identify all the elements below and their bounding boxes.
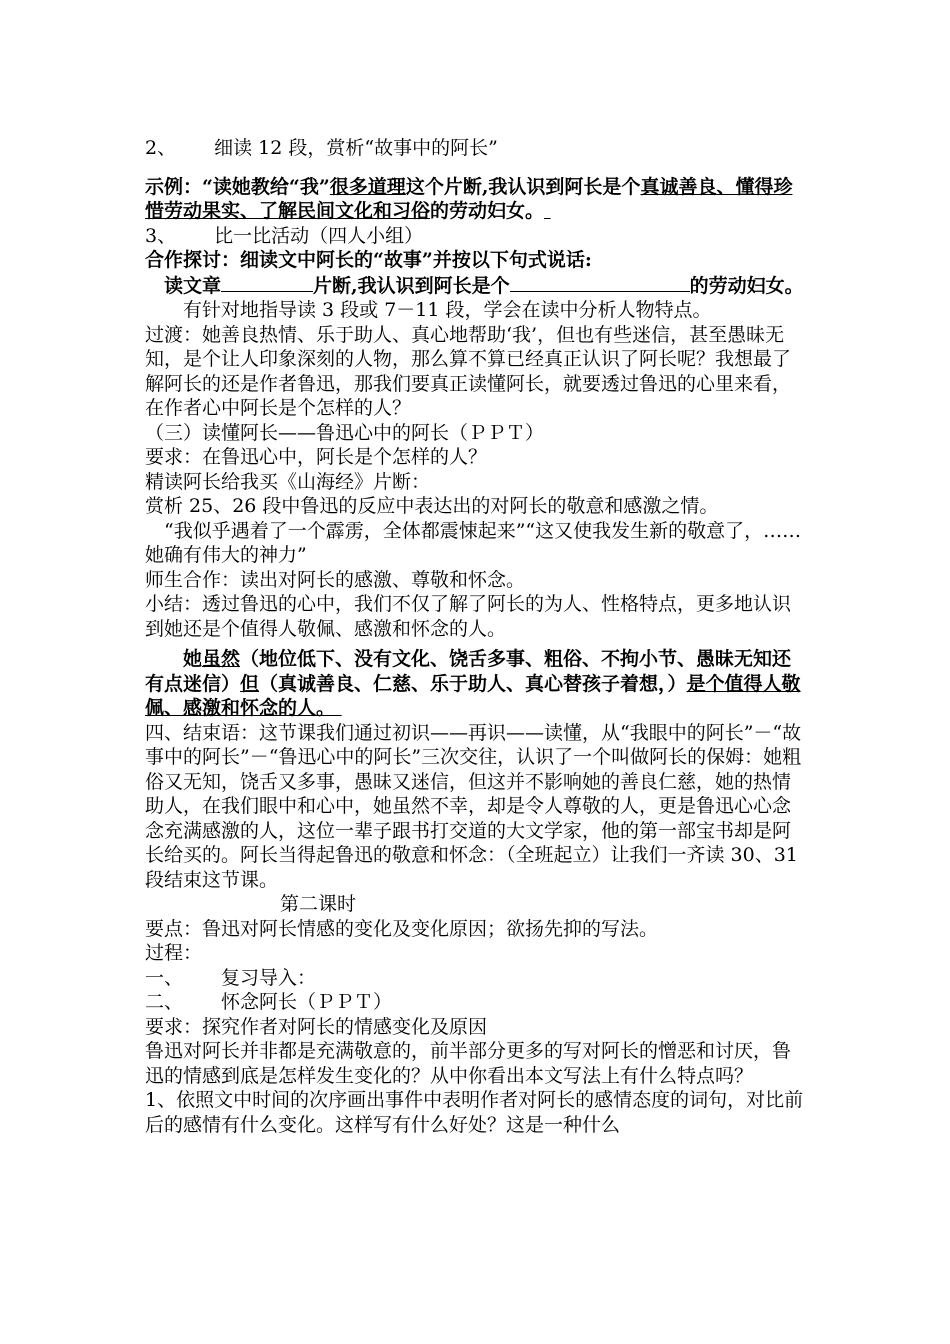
example-underline-1: 很多道理	[329, 175, 406, 198]
item-2-heading	[145, 136, 807, 161]
trailing-underline	[544, 200, 551, 222]
conclusion-bold	[145, 647, 807, 721]
appreciation: 赏析 25、26 段中鲁迅的反应中表达出的对阿长的敬意和感激之情。	[145, 495, 719, 517]
step-2	[145, 990, 807, 1015]
fill-blank-2	[510, 273, 690, 292]
item-text: 比一比活动（四人小组）	[214, 224, 424, 247]
example-end: 的劳动妇女。	[430, 200, 545, 222]
sentence-pattern	[145, 273, 807, 299]
summary: 小结：透过鲁迅的心中，我们不仅了解了阿长的为人、性格特点，更多地认识到她还是个值得人敬佩、感激和怀念的人。	[145, 593, 792, 640]
key-points: 要点：鲁迅对阿长情感的变化及变化原因；欲扬先抑的写法。	[145, 917, 659, 940]
example-underline-2: 真诚善良、懂得珍惜劳动果实、了解民间文化和习俗	[145, 175, 793, 222]
lesson-2-title: 第二课时	[280, 893, 357, 915]
conclusion-virtues: （真诚善良、仁慈、乐于助人、真心替孩子着想，）	[259, 672, 687, 695]
step-1	[145, 966, 807, 991]
conclusion-she: 她	[183, 648, 203, 670]
example-paragraph	[145, 175, 807, 224]
step-number: 一、	[145, 966, 184, 989]
conclusion-but: 但	[240, 672, 260, 695]
step-text: 怀念阿长（ＰＰＴ）	[221, 991, 393, 1013]
teacher-student: 师生合作：读出对阿长的感激、尊敬和怀念。	[145, 568, 526, 591]
step-text: 复习导入：	[221, 966, 317, 989]
item-3-heading	[145, 224, 807, 249]
closing-remarks: 四、结束语：这节课我们通过初识——再识——读懂，从“我眼中的阿长”－“故事中的阿长”－“鲁迅心中的阿长”三次交往，认识了一个叫做阿长的保姆：她粗俗又无知，饶舌又多事，愚昧又迷信，但这并不影响她的善良仁慈，她的热情助人，在我们眼中和心中，她虽然不幸，却是令人尊敬的人，更是鲁迅心心念念充满感激的人，这位一辈子跟书打交道的大文学家，他的第一部宝书却是阿长给买的。阿长当得起鲁迅的敬意和怀念：（全班起立）让我们一齐读 30、31 段结束这节课。	[145, 721, 802, 891]
conclusion-although: 虽然	[202, 648, 241, 670]
pattern-mid: 片断,我认识到阿长是个	[313, 274, 510, 297]
requirement: 要求：在鲁迅心中，阿长是个怎样的人？	[145, 446, 488, 468]
fill-blank-1	[221, 273, 313, 292]
item-text: 细读 12 段，赏析“故事中的阿长”	[214, 137, 498, 159]
close-reading: 精读阿长给我买《山海经》片断：	[145, 470, 431, 493]
conclusion-result: 是个值得人敬佩、感激和怀念的人。	[145, 672, 801, 719]
item-number: 3、	[145, 224, 177, 247]
item-number: 2、	[145, 137, 177, 159]
process-label: 过程：	[145, 942, 203, 964]
pattern-lead: 读文章	[164, 274, 222, 297]
conclusion-flaws: （地位低下、没有文化、饶舌多事、粗俗、不拘小节、愚昧无知还有点迷信）	[145, 648, 792, 695]
inquiry-paragraph: 鲁迅对阿长并非都是充满敬意的，前半部分更多的写对阿长的憎恶和讨厌，鲁迅的情感到底是怎样发生变化的？从中你看出本文写法上有什么特点吗？	[145, 1040, 792, 1087]
transition-paragraph: 过渡：她善良热情、乐于助人、真心地帮助‘我’，但也有些迷信，甚至愚昧无知，是个让人印象深刻的人物，那么算不算已经真正认识了阿长呢？我想最了解阿长的还是作者鲁迅，那我们要真正读懂阿长，就要透过鲁迅的心里来看，在作者心中阿长是个怎样的人？	[145, 323, 792, 419]
requirement-2: 要求：探究作者对阿长的情感变化及原因	[145, 1015, 488, 1038]
step-number: 二、	[145, 991, 184, 1013]
trailing-underline	[335, 697, 342, 719]
example-lead: 示例：“读她教给“我”	[145, 175, 330, 198]
guided-reading: 有针对地指导读 3 段或 7－11 段，学会在读中分析人物特点。	[183, 299, 712, 321]
task-1: 1、依照文中时间的次序画出事件中表明作者对阿长的感情态度的词句，对比前后的感情有什么变化。这样写有什么好处？这是一种什么	[145, 1089, 804, 1136]
pattern-end: 的劳动妇女。	[689, 274, 804, 297]
cooperative-inquiry: 合作探讨：细读文中阿长的“故事”并按以下句式说话:	[145, 249, 592, 271]
section-3-heading: （三）读懂阿长——鲁迅心中的阿长（ＰＰＴ）	[145, 421, 545, 444]
example-mid: 这个片断,我认识到阿长是个	[405, 175, 641, 198]
document-page	[145, 136, 807, 1137]
quotation: “我似乎遇着了一个霹雳，全体都震悚起来”“这又使我发生新的敬意了，……她确有伟大的神力”	[145, 519, 802, 566]
